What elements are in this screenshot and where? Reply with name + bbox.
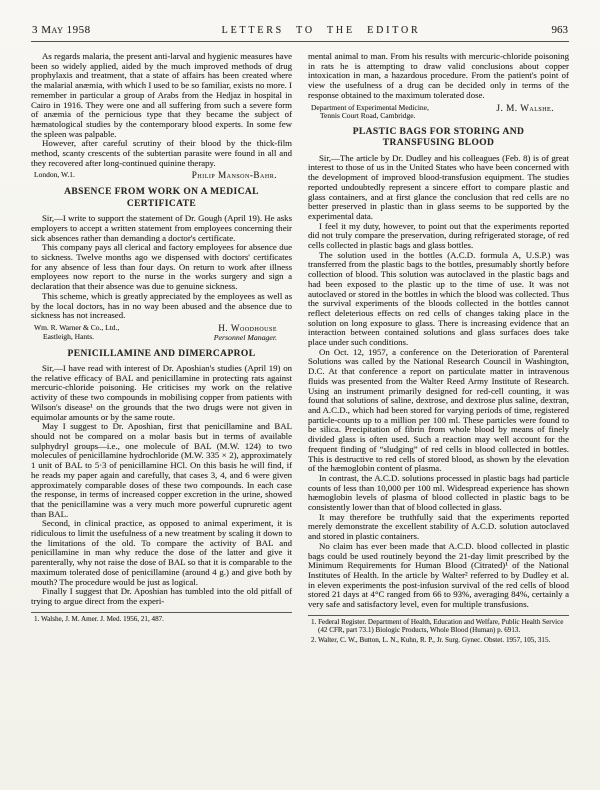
- signature-address-line: Department of Experimental Medicine,: [311, 102, 429, 112]
- letter-paragraph: I feel it my duty, however, to point out that the experiments reported did not truly compare the preservation, during refrigerated storage, of red cells collected in plastic bags and glass bottles.: [308, 220, 569, 251]
- right-column: [308, 52, 569, 645]
- signature-name-line: Philip Manson-Bahr.: [191, 170, 277, 181]
- signature-address: [34, 324, 119, 341]
- letter-heading-line: CERTIFICATE: [126, 198, 197, 209]
- signature-address: [311, 104, 429, 121]
- signature-address-line: London, W.1.: [34, 170, 75, 180]
- signature-name-line: J. M. Walshe.: [496, 102, 554, 113]
- footnotes: [31, 612, 292, 624]
- footnotes: [308, 615, 569, 644]
- letter-paragraph: The solution used in the bottles (A.C.D. formula A, U.S.P.) was transferred from the plastic bags to the bottles, presumably shortly before collection of blood. This solution was autoclaved in the plastic bags and had been exposed to the plastic up to the time of use. It was not autoclaved or stored in the bottles in which the blood was collected. Thus the survival experiments of the bloods collected in the bottles cannot reflect deleterious effects on red cells of changes taking place in the solution on long exposure to glass. There is increasing evidence that an interaction between contained solutions and glass surfaces does take place under such conditions.: [308, 249, 569, 348]
- letter-paragraph: Sir,—The article by Dr. Dudley and his colleagues (Feb. 8) is of great interest to those of us in the United States who have been concerned with the development of improved blood-transfusion equipment. The studies reported undoubtedly represent a sincere effort to compare plastic and glass containers, and at first glance the conclusion that red cells are no better preserved in plastic than in glass seems to be supported by the experimental data.: [308, 152, 569, 221]
- page-header: [31, 24, 569, 39]
- footnote: 1. Walshe, J. M. Amer. J. Med. 1956, 21, 487.: [34, 615, 164, 624]
- signature-name: [192, 171, 289, 181]
- letter-paragraph: However, after careful scrutiny of their blood by the thick-film method, scanty crescents of the subtertian parasite were found in all and they recovered after long-continued quinine therapy.: [31, 138, 292, 168]
- letter-heading: [318, 127, 559, 150]
- letter-paragraph: In contrast, the A.C.D. solutions processed in plastic bags had particle counts of less than 10,000 per 100 ml. Widespread experience has shown hæmoglobin levels of plasma of blood collected in plastic bags to be consistently lower than that of blood collected in glass.: [308, 472, 569, 513]
- letter-paragraph: mental animal to man. From his results with mercuric-chloride poisoning in rats he is attempting to draw valid conclusions about copper intoxication in man, a hazardous procedure. From the patient's point of view the usefulness of a drug can be decided only in terms of the response obtained to the maximum tolerated dose.: [308, 51, 569, 100]
- signature: [34, 324, 289, 343]
- signature-address: [34, 171, 75, 180]
- letter-paragraph: Sir,—I write to support the statement of Dr. Gough (April 19). He asks employers to accept a written statement from employees concerning their sick absences rather than demanding a doctor's certificate.: [31, 213, 292, 243]
- letter-paragraph: No claim has ever been made that A.C.D. blood collected in plastic bags could be used routinely beyond the 21-day limit prescribed by the Minimum Requirements for Human Blood (Citrated)¹ of the National Institutes of Health. In the article by Walter² referred to by Dudley et al. in eleven experiments the post-infusion survival of the red cells of blood stored 21 days at 4°C ranged from 66 to 93%, averaging 84%, certainly a very safe and satisfactory level, even for multiple transfusions.: [308, 540, 569, 610]
- signature-name-line: H. Woodhouse: [218, 322, 277, 333]
- issue-date: 3 May 1958: [32, 24, 91, 36]
- letter-paragraph: This scheme, which is greatly appreciated by the employees as well as by the local doctors, has in no way been abused and the absence due to sickness has not increased.: [31, 290, 292, 321]
- letter-heading: [41, 349, 282, 361]
- letter-heading-line: PLASTIC BAGS FOR STORING AND: [352, 126, 525, 137]
- signature-name: [214, 324, 289, 343]
- left-column: [31, 52, 292, 645]
- letter-paragraph: Finally I suggest that Dr. Aposhian has tumbled into the old pitfall of trying to argue direct from the experi-: [31, 586, 292, 606]
- header-rule: [31, 41, 569, 42]
- signature-name: [496, 104, 566, 114]
- footnote: 1. Federal Register. Department of Health, Education and Welfare, Public Health Service (42 CFR, part 73.1) Biologic Products, Whole Blood (Human) p. 6913.: [311, 618, 564, 635]
- letter-paragraph: It may therefore be truthfully said that the experiments reported merely demonstrate the excellent stability of A.C.D. solution autoclaved and stored in plastic containers.: [308, 511, 569, 542]
- letter-paragraph: As regards malaria, the present anti-larval and hygienic measures have been so widely applied, aided by the much improved methods of drug prophylaxis and treatment, that a state of affairs has been created where the malarial anæmia, with which I used to be so familiar, exists no more. I remember in particular a group of Arabs from the Hedjaz in hospital in Cairo in 1916. They were one and all suffering from such a severe form of anæmia of the pernicious type that they became the subject of hæmatological studies by the contemporary blood experts. In some few the spleen was palpable.: [31, 51, 292, 139]
- signature: [34, 171, 289, 181]
- letter-paragraph: Sir,—I have read with interest of Dr. Aposhian's studies (April 19) on the relative efficacy of BAL and penicillamine in protecting rats against mercuric-chloride poisoning. He criticises my work on the relative activity of these two compounds in mobilising copper from patients with Wilson's disease¹ on the grounds that the two drugs were not given in equimolar amounts or by the same route.: [31, 363, 292, 422]
- page-title: LETTERS TO THE EDITOR: [221, 25, 421, 36]
- page-number: 963: [551, 24, 568, 36]
- text-columns: [31, 52, 569, 645]
- letter-paragraph: This company pays all clerical and factory employees for absence due to sickness. Twelve months ago we dispensed with doctors' certificates for any absence of less than four days. On return to work after illness employees now report to the nurse in the works surgery and sign a declaration that their absence was due to genuine sickness.: [31, 242, 292, 292]
- letter-heading: [41, 187, 282, 210]
- footnote: 2. Walter, C. W., Button, L. N., Kuhn, R. P., Jr. Surg. Gynec. Obstet. 1957, 105, 315.: [311, 635, 551, 644]
- letter-heading-line: ABSENCE FROM WORK ON A MEDICAL: [64, 187, 259, 198]
- letter-paragraph: On Oct. 12, 1957, a conference on the Deterioration of Parenteral Solutions was called by the National Research Council in Washington, D.C. At that conference a report on particulate matter in intravenous fluids was presented from the Walter Reed Army Institute of Research. Using an instrument primarily designed for red-cell counting, it was found that solutions of saline, dextrose, and dextrose plus saline, dextran, and A.C.D., which had been stored for varying periods of time, registered particle-counts up to a million per 100 ml. These particles were found to be silica. Precipitation of fibrin from whole blood by means of finely divided glass is often used. Such a reaction may well account for the frequent finding of “sludging” of red cells in blood collected in bottles. This is destructive to red cells of stored blood, as shown by the elevation of the hæmoglobin content of plasma.: [308, 346, 569, 474]
- signature-address-line: Eastleigh, Hants.: [43, 331, 95, 341]
- letter-paragraph: Second, in clinical practice, as opposed to animal experiment, it is ridiculous to limit the usefulness of a new treatment by scaling it down to the limitations of the old. To compare the activity of BAL and penicillamine in man why reduce the dose of the latter and give it parenterally, why not raise the dose of BAL so that it is comparable to the maximum tolerated dose of penicillamine (around 4 g.) and give both by mouth? The procedure would be just as logical.: [31, 518, 292, 587]
- letter-paragraph: May I suggest to Dr. Aposhian, first that penicillamine and BAL should not be compared on a molar basis but in terms of available sulphydryl groups—i.e., one molecule of BAL (M.W. 124) to two molecules of penicillamine hydrochloride (M.W. 335 × 2), approximately 1 unit of BAL to 5·3 of penicillamine HCl. On this basis he will find, if he reads my paper again and carefully, that cases 3, 4, and 6 were given approximately comparable doses of these two compounds. In each case the response, in terms of increased copper excretion in the urine, showed that the penicillamine was a very much more powerful cupruretic agent than BAL.: [31, 421, 292, 519]
- signature-address-line: Wm. R. Warner & Co., Ltd.,: [34, 322, 120, 332]
- signature-name-line: Personnel Manager.: [213, 332, 277, 342]
- signature-address-line: Tennis Court Road, Cambridge.: [320, 111, 416, 121]
- letter-heading-line: TRANSFUSING BLOOD: [382, 138, 495, 149]
- letter-heading-line: PENICILLAMINE AND DIMERCAPROL: [67, 348, 256, 359]
- signature: [311, 104, 566, 121]
